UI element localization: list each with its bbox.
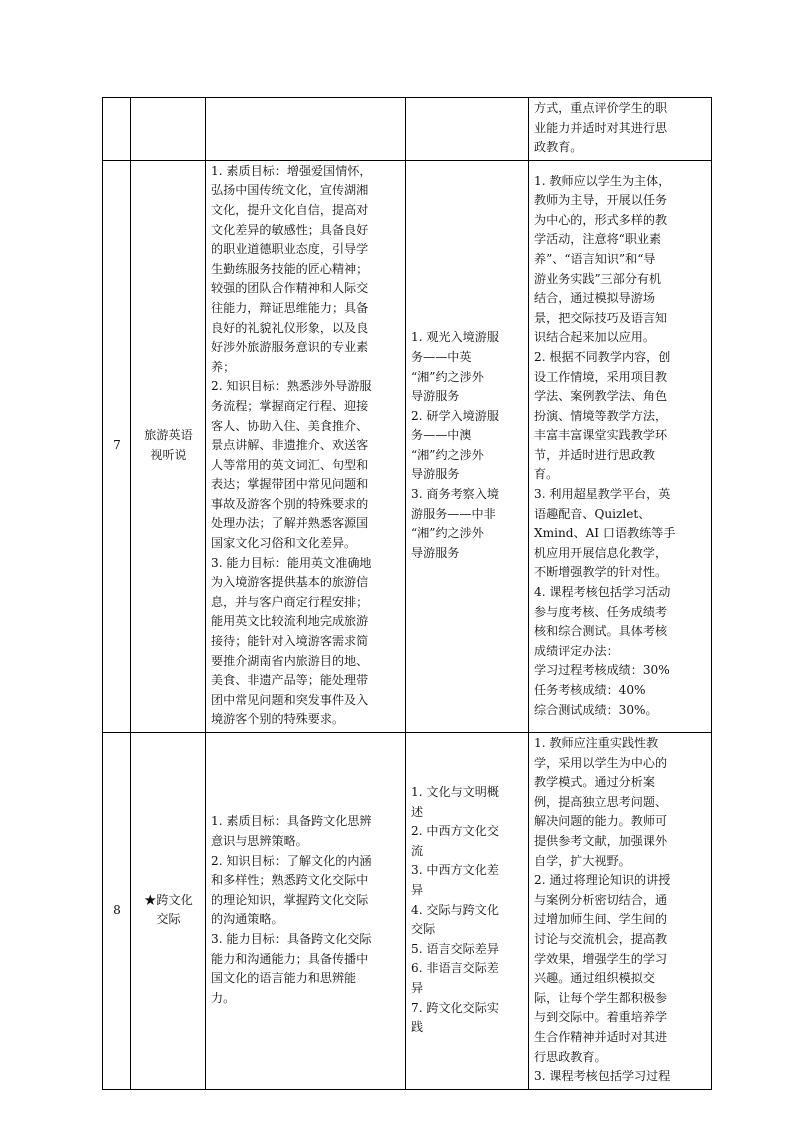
- text-line: 过增加师生间、学生间的: [534, 912, 668, 927]
- text-line: 美食、非遗产品等；能处理带: [211, 673, 369, 688]
- text-line: 交际: [411, 922, 436, 937]
- text-line: 述: [411, 804, 424, 819]
- text-line: 务——中英: [411, 349, 472, 364]
- text-line: 流: [411, 843, 424, 858]
- text-line: 兴趣。通过组织模拟交: [534, 971, 655, 986]
- text-line: 的职业道德职业态度，引导学: [211, 242, 369, 257]
- course-name-cell: [131, 160, 206, 732]
- text-line: 设工作情境，采用项目教: [534, 369, 668, 384]
- text-line: 与案例分析密切结合，通: [534, 892, 668, 907]
- text-line: 为中心的，形式多样的教: [534, 212, 668, 227]
- suggestions-cell: [529, 98, 712, 161]
- text-line: 国文化的语言能力和思辨能: [211, 971, 357, 986]
- text-line: 参与度考核、任务成绩考: [534, 604, 668, 619]
- text-line: 弘扬中国传统文化，宣传湖湘: [211, 183, 369, 198]
- course-name-cell: [131, 98, 206, 161]
- text-line: 往能力，辩证思维能力；具备: [211, 300, 369, 315]
- text-line: 学活动，注意将“职业素: [534, 232, 662, 247]
- text-line: 1. 文化与文明概: [411, 784, 499, 799]
- text-line: 和多样性；熟悉跨文化交际中: [211, 873, 369, 888]
- course-name-line: ★跨文化: [144, 892, 193, 907]
- text-line: 机应用开展信息化教学，: [534, 545, 668, 560]
- text-line: 处理办法；了解并熟悉客源国: [211, 516, 369, 531]
- text-line: 综合测试成绩：30%。: [534, 702, 658, 717]
- text-line: 较强的团队合作精神和人际交: [211, 281, 369, 296]
- text-line: 导游服务: [411, 545, 460, 560]
- text-line: “湘”约之涉外: [411, 526, 484, 541]
- text-line: 的理论知识，掌握跨文化交际: [211, 892, 369, 907]
- objectives-cell: [206, 98, 406, 161]
- text-line: “湘”约之涉外: [411, 447, 484, 462]
- text-line: 景点讲解、非遗推介、欢送客: [211, 438, 369, 453]
- text-line: 能力和沟通能力；具备传播中: [211, 951, 369, 966]
- modules-cell: [406, 733, 529, 1090]
- text-line: 生合作精神并适时对其进: [534, 1029, 668, 1044]
- text-line: 异: [411, 980, 424, 995]
- text-line: 的沟通策略。: [211, 912, 284, 927]
- text-line: 教师为主导，开展以任务: [534, 193, 668, 208]
- text-line: 景，把交际技巧及语言知: [534, 310, 668, 325]
- text-line: 政教育。: [534, 140, 583, 155]
- course-name-cell: [131, 733, 206, 1090]
- text-line: 团中常见问题和突发事件及入: [211, 692, 369, 707]
- text-line: 解决问题的能力。教师可: [534, 814, 668, 829]
- text-line: 导游服务: [411, 467, 460, 482]
- text-line: 2. 通过将理论知识的讲授: [534, 873, 671, 888]
- text-line: 节，并适时进行思政教: [534, 447, 655, 462]
- text-line: 1. 教师应以学生为主体，: [534, 173, 671, 188]
- text-line: 2. 中西方文化交: [411, 824, 499, 839]
- objectives-cell: [206, 733, 406, 1090]
- objectives-cell: [206, 160, 406, 732]
- text-line: 务——中澳: [411, 428, 472, 443]
- text-line: 3. 能力目标：能用英文准确地: [211, 555, 372, 570]
- table-row: [103, 160, 712, 732]
- text-line: 为入境游客提供基本的旅游信: [211, 575, 369, 590]
- text-line: 2. 知识目标：熟悉涉外导游服: [211, 379, 372, 394]
- text-line: 成绩评定办法：: [534, 643, 619, 658]
- text-line: 好涉外旅游服务意识的专业素: [211, 340, 369, 355]
- text-line: 文化，提升文化自信，提高对: [211, 202, 369, 217]
- text-line: 异: [411, 882, 424, 897]
- text-line: 行思政教育。: [534, 1049, 607, 1064]
- text-line: 要推介湖南省内旅游目的地、: [211, 653, 369, 668]
- text-line: 6. 非语言交际差: [411, 961, 499, 976]
- course-name-line: 视听说: [150, 447, 187, 462]
- text-line: 文化差异的敏感性；具备良好: [211, 222, 369, 237]
- text-line: Xmind、AI 口语教练等手: [534, 526, 676, 541]
- text-line: 提供参考文献，加强课外: [534, 833, 668, 848]
- course-table: [102, 97, 712, 1090]
- text-line: 2. 研学入境游服: [411, 408, 499, 423]
- text-line: 学习过程考核成绩：30%: [534, 663, 670, 678]
- text-line: 1. 素质目标：具备跨文化思辨: [211, 814, 372, 829]
- text-line: 学，采用以学生为中心的: [534, 755, 668, 770]
- text-line: 人等常用的英文词汇、句型和: [211, 457, 369, 472]
- text-line: 游服务——中非: [411, 506, 496, 521]
- text-line: 学效果，增强学生的学习: [534, 951, 668, 966]
- text-line: 导游服务: [411, 389, 460, 404]
- text-line: 例，提高独立思考问题、: [534, 794, 668, 809]
- text-line: “湘”约之涉外: [411, 369, 484, 384]
- text-line: 3. 课程考核包括学习过程: [534, 1069, 671, 1084]
- text-line: 学法、案例教学法、角色: [534, 389, 668, 404]
- text-line: 养；: [211, 359, 236, 374]
- text-line: 1. 素质目标：增强爱国情怀，: [211, 163, 372, 178]
- text-line: 7. 跨文化交际实: [411, 1000, 499, 1015]
- text-line: 3. 商务考察入境: [411, 487, 499, 502]
- modules-cell: [406, 160, 529, 732]
- text-line: 自学，扩大视野。: [534, 853, 631, 868]
- text-line: 能用英文比较流利地完成旅游: [211, 614, 369, 629]
- text-line: 2. 知识目标：了解文化的内涵: [211, 853, 372, 868]
- text-line: 1. 观光入境游服: [411, 330, 499, 345]
- text-line: 游业务实践”三部分有机: [534, 271, 662, 286]
- text-line: 语趣配音、Quizlet、: [534, 506, 651, 521]
- text-line: 教学模式。通过分析案: [534, 775, 655, 790]
- text-line: 丰富丰富课堂实践教学环: [534, 428, 668, 443]
- suggestions-cell: [529, 160, 712, 732]
- text-line: 2. 根据不同教学内容，创: [534, 349, 671, 364]
- table-row: [103, 98, 712, 161]
- text-line: 5. 语言交际差异: [411, 941, 499, 956]
- text-line: 讨论与交流机会，提高教: [534, 931, 668, 946]
- text-line: 客人、协助入住、美食推介、: [211, 418, 369, 433]
- text-line: 践: [411, 1020, 424, 1035]
- text-line: 意识与思辨策略。: [211, 833, 308, 848]
- text-line: 表达；掌握带团中常见问题和: [211, 477, 369, 492]
- text-line: 务流程；掌握商定行程、迎接: [211, 398, 369, 413]
- text-line: 3. 中西方文化差: [411, 863, 499, 878]
- text-line: 扮演、情境等教学方法，: [534, 408, 668, 423]
- course-name-line: 交际: [156, 912, 181, 927]
- text-line: 任务考核成绩：40%: [534, 683, 646, 698]
- text-line: 核和综合测试。具体考核: [534, 624, 668, 639]
- row-number-cell: [103, 98, 131, 161]
- suggestions-cell: [529, 733, 712, 1090]
- row-number-cell: 7: [103, 160, 131, 732]
- text-line: 国家文化习俗和文化差异。: [211, 536, 357, 551]
- text-line: 生勤练服务技能的匠心精神；: [211, 261, 369, 276]
- text-line: 良好的礼貌礼仪形象，以及良: [211, 320, 369, 335]
- text-line: 1. 教师应注重实践性教: [534, 736, 659, 750]
- text-line: 际，让每个学生都积极参: [534, 990, 668, 1005]
- text-line: 与到交际中。着重培养学: [534, 1010, 668, 1025]
- modules-cell: [406, 98, 529, 161]
- text-line: 养”、“语言知识”和“导: [534, 251, 656, 266]
- text-line: 4. 课程考核包括学习活动: [534, 585, 671, 600]
- text-line: 业能力并适时对其进行思: [534, 120, 668, 135]
- text-line: 息，并与客户商定行程安排；: [211, 594, 369, 609]
- text-line: 育。: [534, 467, 559, 482]
- row-number-cell: 8: [103, 733, 131, 1090]
- text-line: 3. 利用超星教学平台，英: [534, 487, 671, 502]
- text-line: 接待；能针对入境游客需求简: [211, 634, 369, 649]
- text-line: 境游客个别的特殊要求。: [211, 712, 345, 727]
- text-line: 事故及游客个别的特殊要求的: [211, 496, 369, 511]
- text-line: 力。: [211, 990, 236, 1005]
- text-line: 3. 能力目标：具备跨文化交际: [211, 931, 372, 946]
- text-line: 不断增强教学的针对性。: [534, 565, 668, 580]
- text-line: 方式，重点评价学生的职: [534, 101, 668, 115]
- text-line: 结合，通过模拟导游场: [534, 291, 655, 306]
- text-line: 识结合起来加以应用。: [534, 330, 655, 345]
- table-row: [103, 733, 712, 1090]
- course-name-line: 旅游英语: [144, 428, 193, 443]
- text-line: 4. 交际与跨文化: [411, 902, 499, 917]
